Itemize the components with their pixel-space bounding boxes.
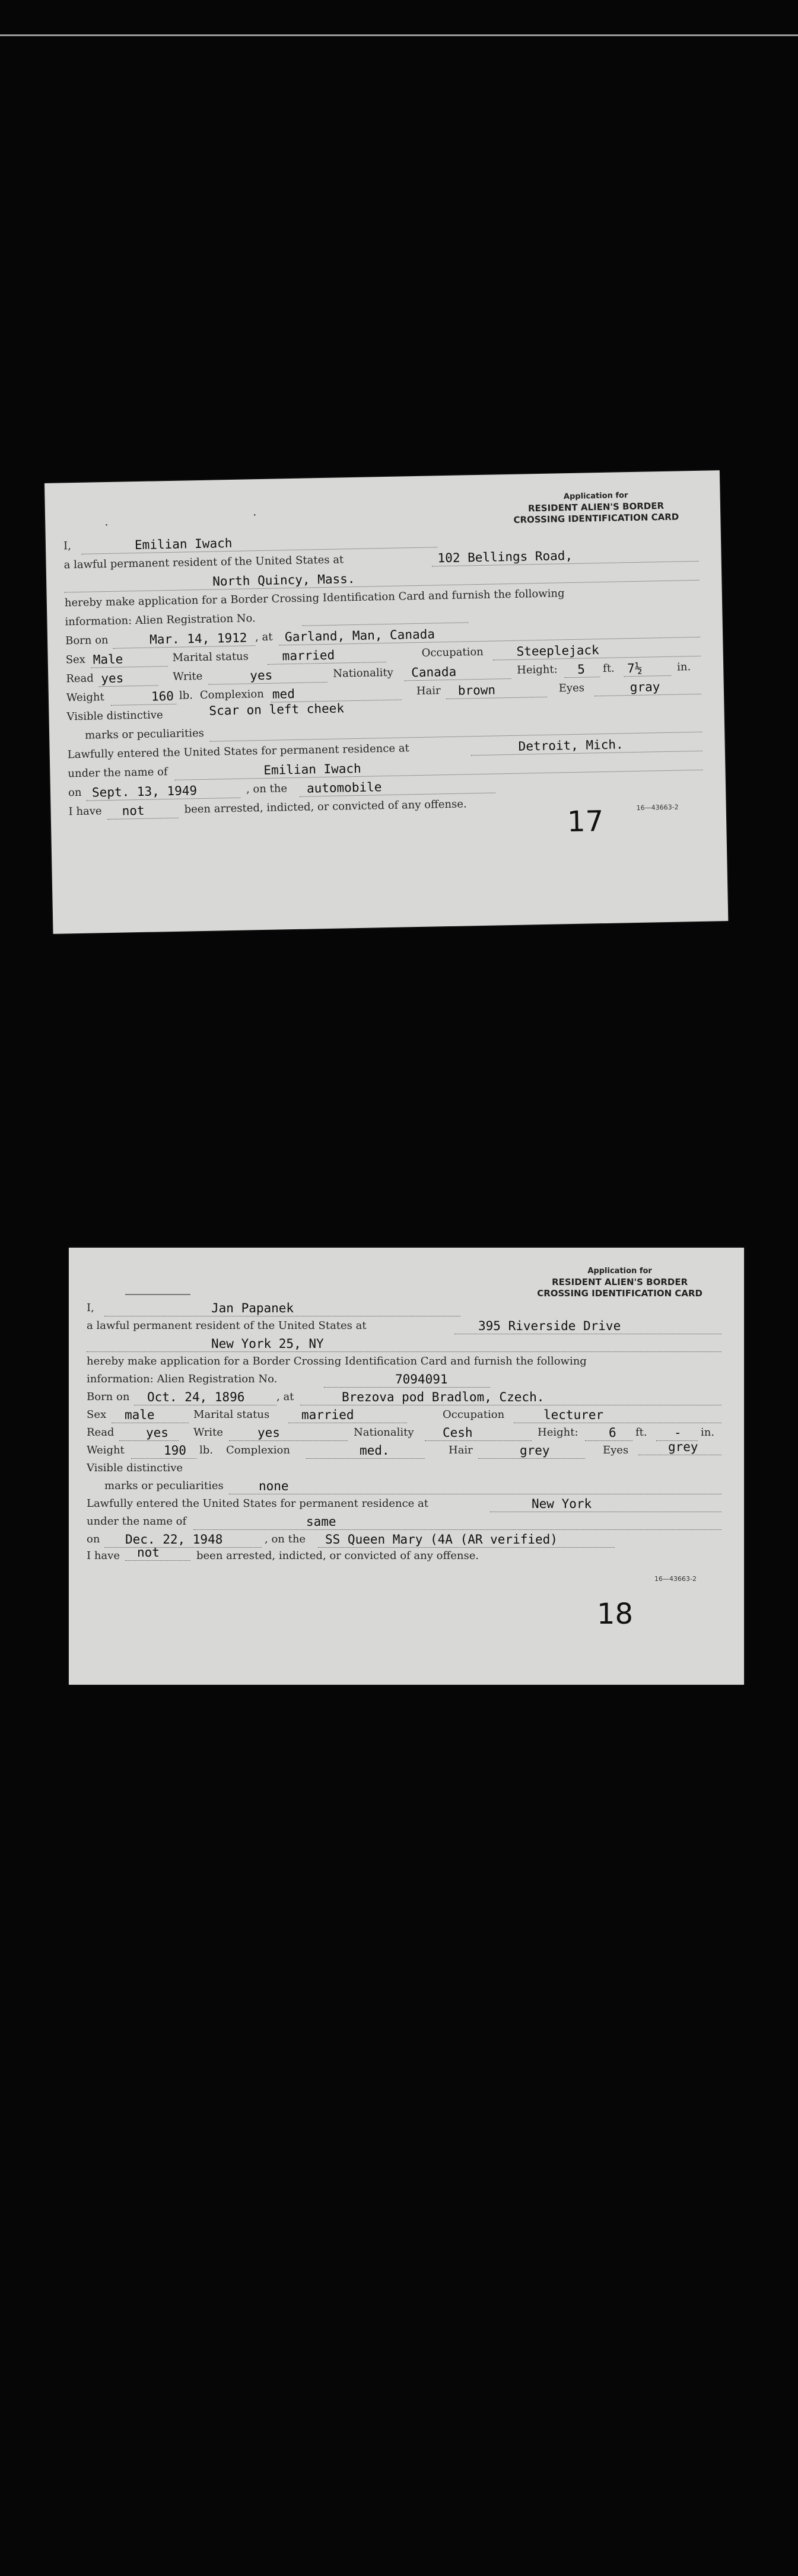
- label-on: on: [68, 786, 82, 799]
- label-height: Height:: [538, 1426, 578, 1439]
- height-feet: 6: [585, 1424, 632, 1441]
- applicant-name: Jan Papanek: [104, 1300, 460, 1316]
- label-under: under the name of: [68, 766, 168, 780]
- label-info: information: Alien Registration No.: [87, 1373, 278, 1385]
- label-in: in.: [676, 661, 691, 674]
- arrest-status: not: [107, 802, 179, 820]
- label-marital: Marital status: [172, 650, 249, 664]
- address-line-1: 395 Riverside Drive: [454, 1318, 721, 1334]
- form-number: 16—43663-2: [654, 1575, 697, 1583]
- label-complexion: Complexion: [199, 687, 265, 702]
- height-inches: -: [656, 1424, 698, 1441]
- label-on-the: , on the: [246, 782, 288, 796]
- stray-mark: ·: [104, 517, 109, 533]
- label-lawfully: Lawfully entered the United States for permanent residence at: [67, 742, 409, 761]
- label-weight: Weight: [87, 1444, 125, 1456]
- entry-place: New York: [490, 1496, 721, 1512]
- birth-date: Oct. 24, 1896: [134, 1389, 276, 1405]
- label-info: information: Alien Registration No.: [65, 612, 256, 629]
- handwritten-number: 17: [567, 805, 604, 839]
- nationality: Cesh: [425, 1424, 532, 1441]
- label-on-the: , on the: [265, 1533, 306, 1545]
- application-card-1: [44, 470, 728, 934]
- label-height: Height:: [516, 663, 558, 677]
- label-resident: a lawful permanent resident of the United States at: [87, 1319, 367, 1332]
- occupation: Steeplejack: [492, 640, 700, 661]
- entry-conveyance: SS Queen Mary (4A (AR verified): [318, 1531, 615, 1548]
- card-header: [537, 1265, 702, 1299]
- marital-status: married: [288, 1407, 407, 1423]
- application-card-2: [69, 1248, 744, 1685]
- label-read: Read: [66, 672, 94, 686]
- label-born-on: Born on: [65, 633, 109, 648]
- write-value: yes: [208, 666, 328, 685]
- height-feet: 5: [564, 661, 600, 678]
- label-ft: ft.: [602, 662, 615, 675]
- label-hair: Hair: [449, 1444, 473, 1456]
- birth-place: Garland, Man, Canada: [279, 621, 700, 646]
- sex-value: male: [112, 1407, 189, 1423]
- label-on: on: [87, 1533, 100, 1545]
- height-inches: 7½: [624, 659, 672, 677]
- label-lb: lb.: [199, 1444, 214, 1456]
- address-line-2: North Quincy, Mass.: [64, 564, 699, 593]
- label-complexion: Complexion: [226, 1444, 290, 1456]
- label-eyes: Eyes: [558, 681, 585, 695]
- read-value: yes: [119, 1424, 179, 1441]
- label-at: , at: [276, 1391, 294, 1403]
- weight-value: 160: [111, 688, 177, 706]
- read-value: yes: [98, 669, 158, 687]
- pen-stroke: [125, 1294, 190, 1295]
- label-in: in.: [701, 1426, 715, 1439]
- label-resident: a lawful permanent resident of the United States at: [63, 553, 344, 572]
- birth-place: Brezova pod Bradlom, Czech.: [300, 1389, 721, 1405]
- arrest-status: not: [125, 1544, 190, 1561]
- label-sex: Sex: [65, 653, 86, 667]
- header-line-3: CROSSING IDENTIFICATION CARD: [537, 1288, 702, 1299]
- stray-mark: ·: [252, 508, 257, 522]
- header-line-2: RESIDENT ALIEN'S BORDER: [527, 500, 665, 514]
- form-number: 16—43663-2: [636, 803, 679, 812]
- label-i-have: I have: [87, 1550, 120, 1562]
- header-line-2: RESIDENT ALIEN'S BORDER: [552, 1277, 688, 1287]
- label-read: Read: [87, 1426, 115, 1439]
- entry-date: Dec. 22, 1948: [104, 1531, 262, 1548]
- address-line-1: 102 Bellings Road,: [431, 545, 698, 567]
- distinctive-marks: none: [229, 1478, 721, 1494]
- label-hereby: hereby make application for a Border Crossing Identification Card and furnish the following: [87, 1355, 587, 1367]
- label-marks: marks or peculiarities: [104, 1480, 224, 1492]
- label-weight: Weight: [66, 691, 104, 704]
- label-marital: Marital status: [193, 1408, 270, 1421]
- eye-color: grey: [638, 1439, 721, 1455]
- eye-color: gray: [594, 678, 702, 696]
- label-hair: Hair: [416, 684, 441, 698]
- label-visible: Visible distinctive: [66, 709, 163, 723]
- card-header: [513, 489, 679, 525]
- label-arrested: been arrested, indicted, or convicted of any offense.: [196, 1550, 479, 1562]
- entry-name: same: [193, 1513, 721, 1530]
- label-visible: Visible distinctive: [87, 1462, 183, 1474]
- hair-color: grey: [478, 1442, 585, 1459]
- birth-date: Mar. 14, 1912: [113, 629, 255, 649]
- label-hereby: hereby make application for a Border Crossing Identification Card and furnish the following: [64, 587, 565, 610]
- address-line-2: New York 25, NY: [87, 1335, 721, 1352]
- complexion: med: [271, 684, 402, 703]
- arrest-row: [87, 1545, 723, 1568]
- label-i: I,: [87, 1302, 94, 1314]
- alien-registration-no: 7094091: [324, 1371, 490, 1388]
- label-nationality: Nationality: [333, 666, 394, 680]
- entry-conveyance: automobile: [300, 777, 495, 797]
- label-i: I,: [63, 540, 72, 553]
- label-nationality: Nationality: [354, 1426, 414, 1439]
- weight-value: 190: [131, 1442, 196, 1459]
- label-lawfully: Lawfully entered the United States for permanent residence at: [87, 1497, 429, 1510]
- write-value: yes: [229, 1424, 348, 1441]
- entry-place: Detroit, Mich.: [470, 735, 702, 755]
- label-write: Write: [193, 1426, 223, 1439]
- entry-name: Emilian Iwach: [174, 754, 702, 780]
- label-arrested: been arrested, indicted, or convicted of any offense.: [184, 798, 467, 816]
- nationality: Canada: [404, 662, 511, 681]
- label-write: Write: [173, 669, 203, 683]
- label-born-on: Born on: [87, 1391, 130, 1403]
- label-under: under the name of: [87, 1515, 187, 1528]
- alien-registration-no: [302, 606, 468, 626]
- label-lb: lb.: [179, 689, 193, 702]
- label-eyes: Eyes: [603, 1444, 629, 1456]
- film-edge-line: [0, 34, 798, 36]
- label-occupation: Occupation: [443, 1408, 505, 1421]
- header-line-1: Application for: [563, 491, 628, 502]
- label-ft: ft.: [635, 1426, 647, 1439]
- sex-value: Male: [90, 650, 168, 668]
- label-occupation: Occupation: [421, 645, 484, 659]
- label-sex: Sex: [87, 1408, 107, 1421]
- complexion: med.: [306, 1442, 425, 1459]
- occupation: lecturer: [514, 1407, 721, 1423]
- header-line-1: Application for: [587, 1267, 652, 1276]
- entry-date: Sept. 13, 1949: [86, 782, 240, 801]
- distinctive-marks: Scar on left cheek: [209, 701, 345, 718]
- marital-status: married: [267, 646, 386, 665]
- applicant-name: Emilian Iwach: [81, 531, 437, 554]
- label-marks: marks or peculiarities: [84, 726, 205, 742]
- handwritten-number: 18: [597, 1598, 634, 1631]
- header-line-3: CROSSING IDENTIFICATION CARD: [513, 511, 679, 525]
- label-at: , at: [255, 630, 273, 644]
- label-i-have: I have: [68, 805, 102, 818]
- hair-color: brown: [446, 681, 548, 699]
